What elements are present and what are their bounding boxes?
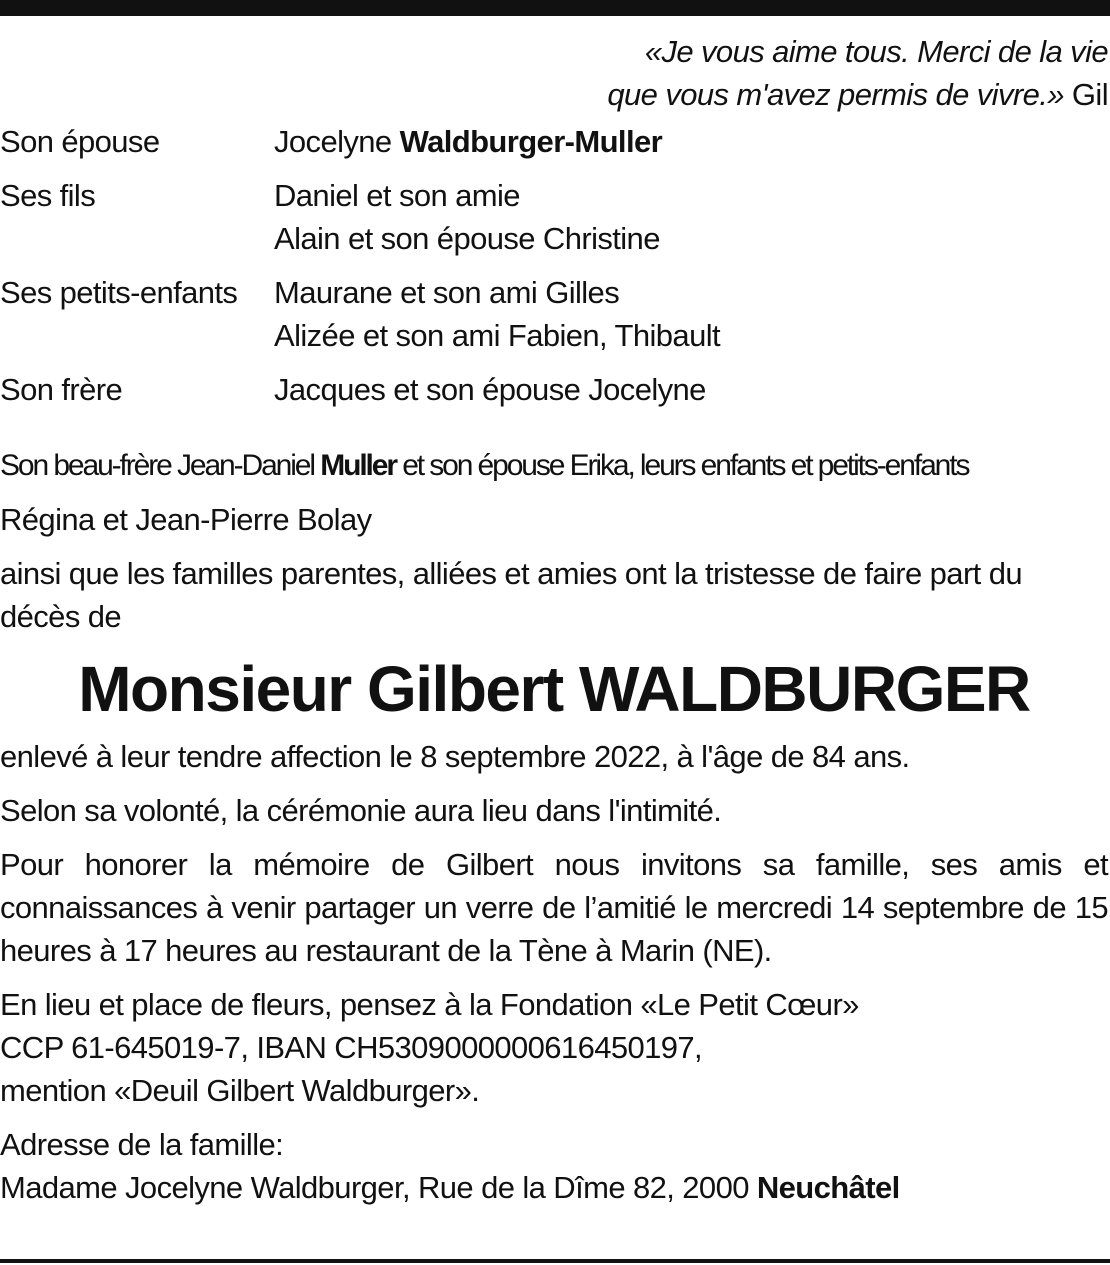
address-block — [0, 1123, 1108, 1209]
address-line — [0, 1166, 1108, 1209]
family-row-grandchildren — [0, 271, 1108, 357]
address-label: Adresse de la famille: — [0, 1127, 284, 1162]
donation-line-2: CCP 61-645019-7, IBAN CH5309000000616450197, — [0, 1030, 703, 1065]
family-name-line: Daniel et son amie — [274, 178, 520, 213]
passing-text: enlevé à leur tendre affection le 8 septembre 2022, à l'âge de 84 ans. — [0, 739, 910, 774]
farewell-quote — [0, 30, 1108, 116]
donation-line-1: En lieu et place de fleurs, pensez à la Fondation «Le Petit Cœur» — [0, 987, 859, 1022]
obituary-notice — [0, 30, 1108, 1220]
family-role: Son épouse — [0, 124, 160, 159]
family-names — [274, 174, 660, 260]
family-row-spouse — [0, 120, 1108, 163]
family-row-sons — [0, 174, 1108, 260]
invitation-text: Pour honorer la mémoire de Gilbert nous invitons sa famille, ses amis et connaissances à venir partager un verre de l’amitié le mercredi 14 septembre de 15 heures à 17 heures au restaurant de la Tène à Marin (NE). — [0, 847, 1108, 968]
family-role: Son frère — [0, 372, 123, 407]
beau-frere-text-after: et son épouse Erika, leurs enfants et petits-enfants — [395, 449, 969, 482]
address-city: Neuchâtel — [756, 1170, 900, 1205]
family-row-brother — [0, 368, 1108, 411]
quote-line-1: «Je vous aime tous. Merci de la vie — [644, 34, 1108, 69]
family-name-line: Maurane et son ami Gilles — [274, 275, 620, 310]
ceremony-text: Selon sa volonté, la cérémonie aura lieu dans l'intimité. — [0, 793, 722, 828]
name-bold: Waldburger-Muller — [399, 124, 663, 159]
deceased-name: Monsieur Gilbert WALDBURGER — [78, 653, 1030, 725]
donation-line-3: mention «Deuil Gilbert Waldburger». — [0, 1073, 480, 1108]
family-name-line: Alizée et son ami Fabien, Thibault — [274, 318, 721, 353]
family-name-line: Jacques et son épouse Jocelyne — [274, 372, 706, 407]
donation-block — [0, 983, 1108, 1112]
beau-frere-text: Son beau-frère Jean-Daniel — [0, 449, 321, 482]
address-text: Madame Jocelyne Waldburger, Rue de la Dîme 82, 2000 — [0, 1170, 757, 1205]
family-name-line — [274, 120, 662, 163]
announcement-text: ainsi que les familles parentes, alliées et amies ont la tristesse de faire part du décès de — [0, 556, 1022, 634]
regina-line: Régina et Jean-Pierre Bolay — [0, 502, 372, 537]
family-role: Ses petits-enfants — [0, 275, 238, 310]
family-names — [274, 271, 720, 357]
top-border-rule — [0, 0, 1110, 16]
family-role: Ses fils — [0, 178, 96, 213]
beau-frere-bold: Muller — [320, 449, 396, 482]
quote-line-2: que vous m'avez permis de vivre.» — [607, 77, 1064, 112]
bottom-border-rule — [0, 1259, 1110, 1263]
name-text: Jocelyne — [274, 124, 400, 159]
beau-frere-line — [0, 444, 1108, 487]
family-name-line: Alain et son épouse Christine — [274, 221, 660, 256]
family-names — [274, 120, 662, 163]
quote-signature: Gil — [1071, 77, 1108, 112]
family-names — [274, 368, 706, 411]
